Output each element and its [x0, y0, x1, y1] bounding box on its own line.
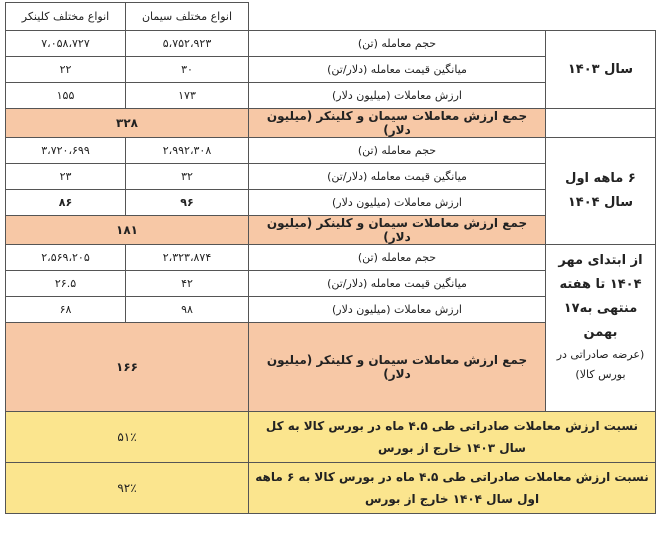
sum-value: ۳۲۸	[6, 109, 249, 138]
clinker-value: ۷،۰۵۸،۷۲۷	[6, 31, 126, 57]
row-label: ارزش معاملات (میلیون دلار)	[249, 83, 546, 109]
table-row	[6, 31, 656, 57]
period-cell: سال ۱۴۰۳	[546, 31, 656, 109]
row-label: ارزش معاملات (میلیون دلار)	[249, 190, 546, 216]
clinker-value: ۸۶	[6, 190, 126, 216]
clinker-value: ۲۶.۵	[6, 271, 126, 297]
ratio-label: نسبت ارزش معاملات صادراتی طی ۴.۵ ماه در بورس کالا به کل سال ۱۴۰۳ خارج از بورس	[249, 412, 656, 463]
row-label: حجم معامله (تن)	[249, 245, 546, 271]
clinker-value: ۲۲	[6, 57, 126, 83]
header-cement: انواع مختلف سیمان	[126, 3, 249, 31]
period-text: از ابتدای مهر ۱۴۰۴ تا هفته منتهی به۱۷ بهمن	[558, 253, 643, 340]
ratio-row	[6, 412, 656, 463]
clinker-value: ۳،۷۲۰،۶۹۹	[6, 138, 126, 164]
row-label: حجم معامله (تن)	[249, 31, 546, 57]
period-cell	[546, 245, 656, 412]
table-row	[6, 138, 656, 164]
row-label: میانگین قیمت معامله (دلار/تن)	[249, 164, 546, 190]
header-clinker: انواع مختلف کلینکر	[6, 3, 126, 31]
cement-value: ۳۰	[126, 57, 249, 83]
cement-value: ۴۲	[126, 271, 249, 297]
period-cell: ۶ ماهه اول سال ۱۴۰۴	[546, 138, 656, 245]
cement-value: ۳۲	[126, 164, 249, 190]
row-label: میانگین قیمت معامله (دلار/تن)	[249, 57, 546, 83]
ratio-row	[6, 463, 656, 514]
ratio-value: ۹۲٪	[6, 463, 249, 514]
clinker-value: ۲۳	[6, 164, 126, 190]
cement-value: ۲،۳۲۳،۸۷۴	[126, 245, 249, 271]
sum-label: جمع ارزش معاملات سیمان و کلینکر (میلیون دلار)	[249, 323, 546, 412]
cement-value: ۵،۷۵۲،۹۲۳	[126, 31, 249, 57]
clinker-value: ۲،۵۶۹،۲۰۵	[6, 245, 126, 271]
ratio-label: نسبت ارزش معاملات صادراتی طی ۴.۵ ماه در بورس کالا به ۶ ماهه اول سال ۱۴۰۴ خارج از بورس	[249, 463, 656, 514]
sum-value: ۱۸۱	[6, 216, 249, 245]
header-row	[6, 3, 656, 31]
sum-value: ۱۶۶	[6, 323, 249, 412]
sum-row	[6, 109, 656, 138]
clinker-value: ۱۵۵	[6, 83, 126, 109]
cement-value: ۹۶	[126, 190, 249, 216]
table-row	[6, 245, 656, 271]
cement-value: ۹۸	[126, 297, 249, 323]
cement-value: ۱۷۳	[126, 83, 249, 109]
row-label: میانگین قیمت معامله (دلار/تن)	[249, 271, 546, 297]
cement-value: ۲،۹۹۲،۳۰۸	[126, 138, 249, 164]
period-note: (عرضه صادراتی در بورس کالا)	[556, 348, 645, 381]
ratio-value: ۵۱٪	[6, 412, 249, 463]
row-label: ارزش معاملات (میلیون دلار)	[249, 297, 546, 323]
sum-label: جمع ارزش معاملات سیمان و کلینکر (میلیون دلار)	[249, 109, 546, 138]
cement-clinker-export-table	[5, 2, 656, 514]
clinker-value: ۶۸	[6, 297, 126, 323]
sum-label: جمع ارزش معاملات سیمان و کلینکر (میلیون دلار)	[249, 216, 546, 245]
row-label: حجم معامله (تن)	[249, 138, 546, 164]
